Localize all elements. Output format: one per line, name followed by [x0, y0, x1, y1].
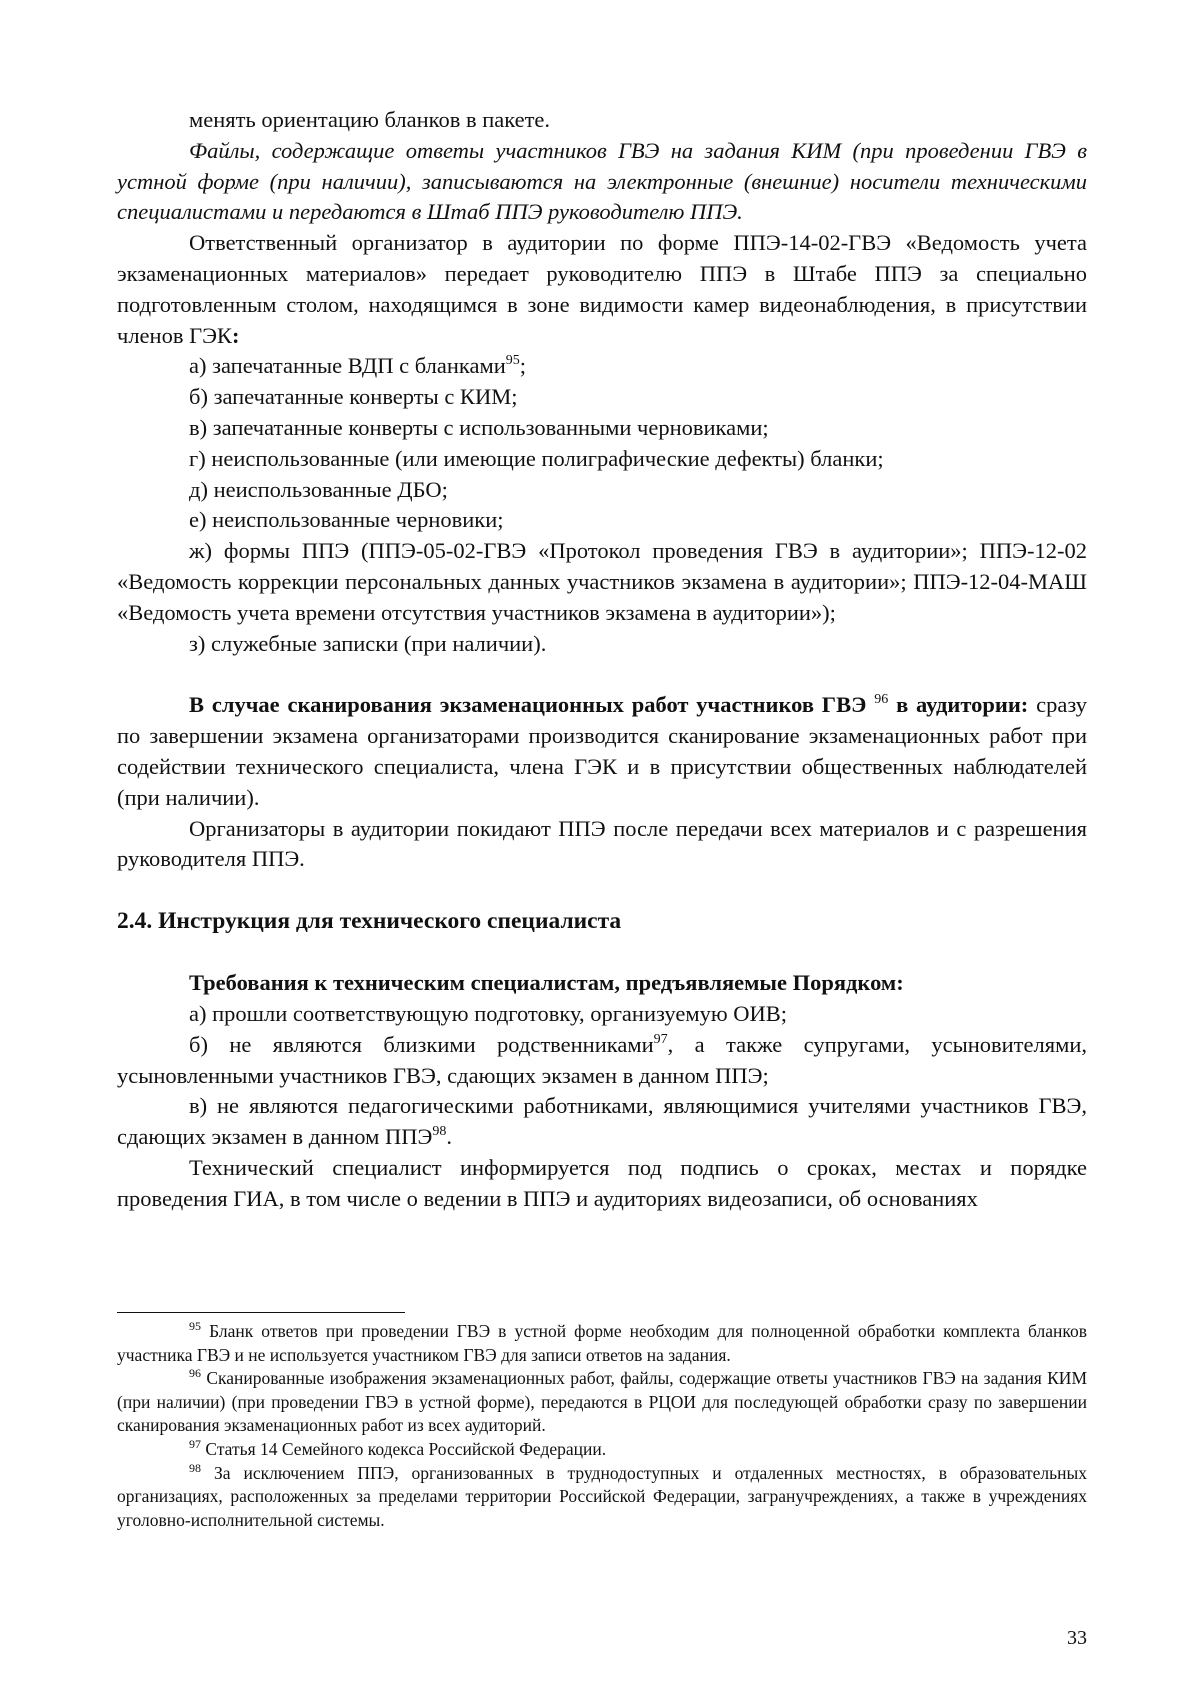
subheading: Требования к техническим специалистам, предъявляемые Порядком: — [189, 970, 904, 996]
footnote-number: 96 — [189, 1366, 201, 1381]
list-item-c — [117, 413, 1087, 444]
footnote-95 — [117, 1320, 1087, 1367]
footnote-text: Бланк ответов при проведении ГВЭ в устной форме необходим для полноценной обработки комплекта бланков участника ГВЭ и не используется участником ГВЭ для записи ответов на задания. — [117, 1321, 1088, 1365]
section-heading: 2.4. Инструкция для технического специалиста — [117, 908, 622, 935]
footnotes — [117, 1320, 1087, 1532]
text: в) не являются педагогическими работниками, являющимися учителями участников ГВЭ, сдающих экзамен в данном ППЭ — [117, 1093, 1087, 1150]
list-item-e — [117, 475, 1087, 506]
list-item-b — [117, 382, 1087, 413]
colon: : — [231, 322, 240, 348]
paragraph-organizers-leave — [117, 814, 1087, 876]
main-text — [117, 105, 1087, 1215]
footnote-ref-98: 98 — [432, 1124, 447, 1140]
spacer — [117, 875, 1087, 906]
list-item-g — [117, 536, 1087, 628]
paragraph-scanning — [117, 690, 1087, 813]
bold-text: В случае сканирования экзаменационных работ участников ГВЭ — [189, 692, 867, 718]
bold-text: в аудитории: — [896, 692, 1029, 718]
text: а) прошли соответствующую подготовку, организуемую ОИВ; — [189, 1000, 788, 1026]
footnote-number: 98 — [189, 1460, 201, 1475]
text: Технический специалист информируется под подпись о сроках, местах и порядке проведения ГИА, в том числе о ведении в ППЭ и аудиториях видеозаписи, об основаниях — [117, 1154, 1087, 1211]
footnote-text: Статья 14 Семейного кодекса Российской Федерации. — [205, 1438, 607, 1459]
list-item-h — [117, 629, 1087, 660]
text: з) служебные записки (при наличии). — [189, 630, 547, 656]
text: г) неиспользованные (или имеющие полиграфические дефекты) бланки; — [189, 445, 884, 471]
text: а) запечатанные ВДП с бланками — [189, 353, 506, 379]
text: Организаторы в аудитории покидают ППЭ после передачи всех материалов и с разрешения руководителя ППЭ. — [117, 815, 1087, 872]
footnote-ref-96: 96 — [874, 692, 889, 708]
requirement-b — [117, 1030, 1087, 1092]
spacer — [117, 937, 1087, 968]
paragraph-files — [117, 136, 1087, 228]
footnote-number: 97 — [189, 1436, 201, 1451]
text: . — [446, 1124, 452, 1150]
text: е) неиспользованные черновики; — [189, 507, 504, 533]
text: менять ориентацию бланков в пакете. — [189, 107, 551, 132]
footnote-text: За исключением ППЭ, организованных в труднодоступных и отдаленных местностях, в образовательных организациях, расположенных за пределами территории Российской Федерации, загранучреждениях, а также в учреждениях уголовно-исполнительной системы. — [117, 1462, 1088, 1530]
text: б) запечатанные конверты с КИМ; — [189, 384, 518, 410]
text: д) неиспользованные ДБО; — [189, 476, 448, 502]
text: Ответственный организатор в аудитории по форме ППЭ-14-02-ГВЭ «Ведомость учета экзаменационных материалов» передает руководителю ППЭ в Штабе ППЭ за специально подготовленным столом, находящимся в зоне видимости камер видеонаблюдения, в присутствии членов ГЭК — [117, 230, 1087, 348]
paragraph-continuation — [117, 105, 1087, 136]
text: , а также супругами, усыновителями, усыновленными участников ГВЭ, сдающих экзамен в данном ППЭ; — [117, 1031, 1087, 1088]
spacer — [117, 659, 1087, 690]
text: сразу по завершении экзамена организаторами производится сканирование экзаменационных работ при содействии технического специалиста, члена ГЭК и в присутствии общественных наблюдателей (при наличии). — [117, 692, 1088, 810]
text: б) не являются близкими родственниками — [189, 1031, 654, 1057]
requirement-c — [117, 1091, 1087, 1153]
text: Файлы, содержащие ответы участников ГВЭ на задания КИМ (при проведении ГВЭ в устной форме (при наличии), записываются на электронные (внешние) носители техническими специалистами и передаются в Штаб ППЭ руководителю ППЭ. — [117, 137, 1087, 225]
footnote-number: 95 — [189, 1319, 201, 1333]
footnote-separator — [117, 1312, 405, 1313]
text: в) запечатанные конверты с использованными черновиками; — [189, 414, 769, 440]
paragraph-tech-specialist — [117, 1153, 1087, 1215]
paragraph-responsible-organizer — [117, 228, 1087, 351]
text: ж) формы ППЭ (ППЭ-05-02-ГВЭ «Протокол проведения ГВЭ в аудитории»; ППЭ-12-02 «Ведомость коррекции персональных данных участников экзамена в аудитории»; ППЭ-12-04-МАШ «Ведомость учета времени отсутствия участников экзамена в аудитории»); — [117, 538, 1087, 625]
footnote-97 — [117, 1438, 1087, 1462]
list-item-a — [117, 351, 1087, 382]
footnote-98 — [117, 1462, 1087, 1533]
footnote-96 — [117, 1367, 1087, 1438]
footnote-ref-95: 95 — [505, 353, 520, 369]
text: ; — [519, 353, 527, 379]
footnote-ref-97: 97 — [653, 1031, 668, 1047]
footnote-text: Сканированные изображения экзаменационных работ, файлы, содержащие ответы участников ГВЭ на задания КИМ (при наличии) (при проведении ГВЭ в устной форме), передаются в РЦОИ для последующей обработки сразу по завершении сканирования экзаменационных работ из всех аудиторий. — [117, 1368, 1088, 1436]
requirement-a — [117, 999, 1087, 1030]
list-item-f — [117, 505, 1087, 536]
list-item-d — [117, 444, 1087, 475]
page-number: 33 — [1067, 1627, 1087, 1649]
